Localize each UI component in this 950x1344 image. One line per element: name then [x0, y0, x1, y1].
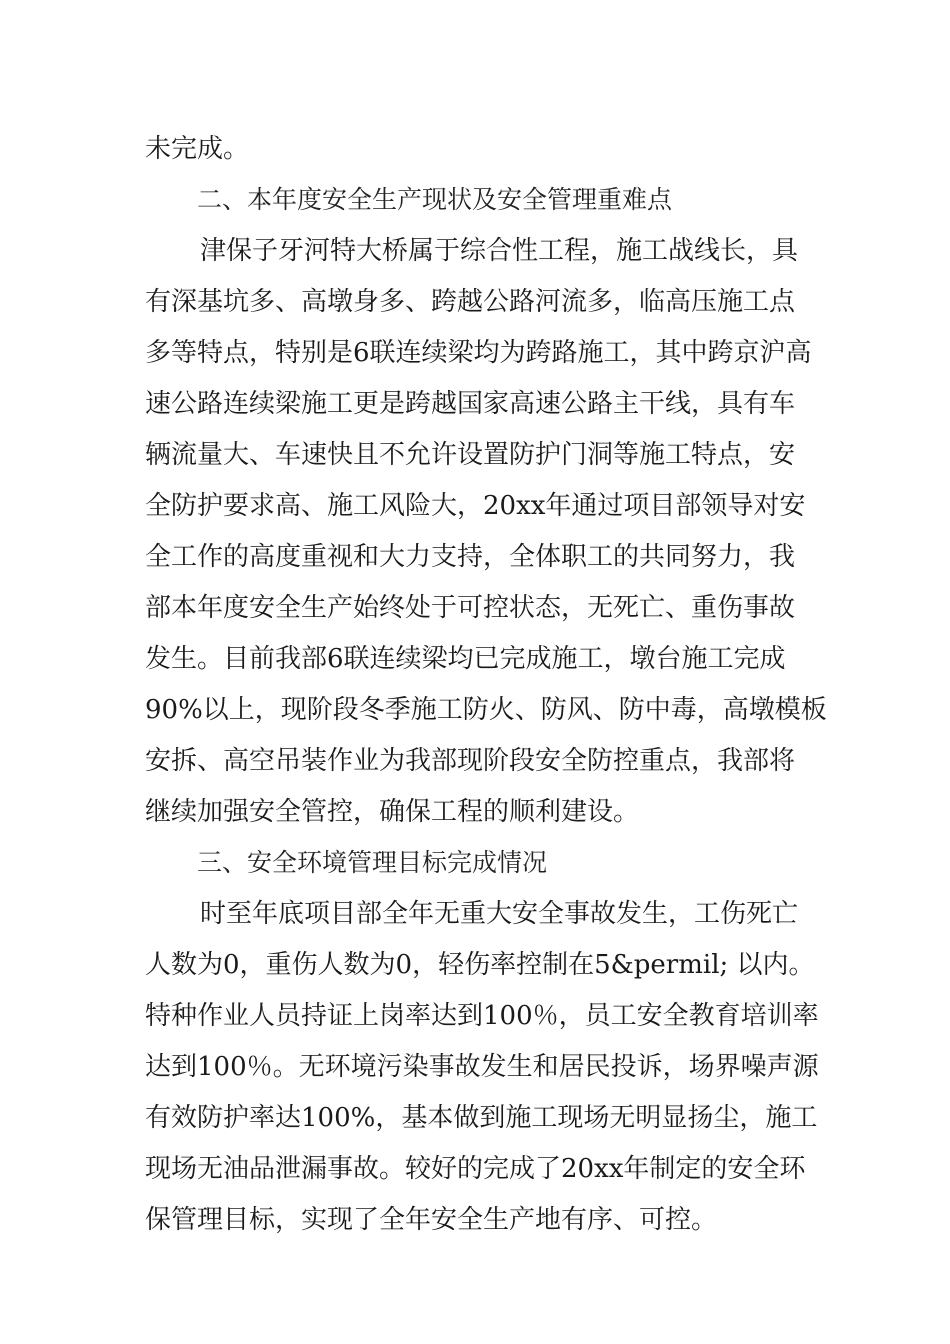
text-line: 辆流量大、车速快且不允许设置防护门洞等施工特点，安 — [145, 440, 796, 470]
text-line: 人数为0，重伤人数为0，轻伤率控制在5&permil; 以内。 — [145, 950, 815, 980]
text-line: 有效防护率达100%，基本做到施工现场无明显扬尘，施工 — [145, 1103, 818, 1133]
text-line: 速公路连续梁施工更是跨越国家高速公路主干线，具有车 — [145, 389, 796, 419]
text-line: 90%以上，现阶段冬季施工防火、防风、防中毒，高墩模板 — [145, 695, 827, 725]
paragraph-first-line: 时至年底项目部全年无重大安全事故发生，工伤死亡 — [200, 899, 799, 929]
text-line: 保管理目标，实现了全年安全生产地有序、可控。 — [145, 1205, 718, 1235]
text-line: 全防护要求高、施工风险大，20xx年通过项目部领导对安 — [145, 491, 806, 521]
section-heading: 二、本年度安全生产现状及安全管理重难点 — [197, 185, 673, 214]
text-line: 有深基坑多、高墩身多、跨越公路河流多，临高压施工点 — [145, 287, 796, 317]
text-line: 全工作的高度重视和大力支持，全体职工的共同努力，我 — [145, 542, 796, 572]
text-line: 安拆、高空吊装作业为我部现阶段安全防控重点，我部将 — [145, 746, 796, 776]
text-line: 特种作业人员持证上岗率达到100％，员工安全教育培训率 — [145, 1001, 819, 1031]
text-line: 继续加强安全管控，确保工程的顺利建设。 — [145, 797, 640, 827]
text-line: 未完成。 — [145, 134, 250, 164]
section-heading: 三、安全环境管理目标完成情况 — [197, 848, 548, 877]
text-line: 多等特点，特别是6联连续梁均为跨路施工，其中跨京沪高 — [145, 338, 812, 368]
text-line: 发生。目前我部6联连续梁均已完成施工，墩台施工完成 — [145, 644, 786, 674]
paragraph-first-line: 津保子牙河特大桥属于综合性工程，施工战线长，具 — [200, 236, 799, 266]
text-line: 部本年度安全生产始终处于可控状态，无死亡、重伤事故 — [145, 593, 796, 623]
text-line: 达到100％。无环境污染事故发生和居民投诉，场界噪声源 — [145, 1052, 819, 1082]
text-line: 现场无油品泄漏事故。较好的完成了20xx年制定的安全环 — [145, 1154, 806, 1184]
